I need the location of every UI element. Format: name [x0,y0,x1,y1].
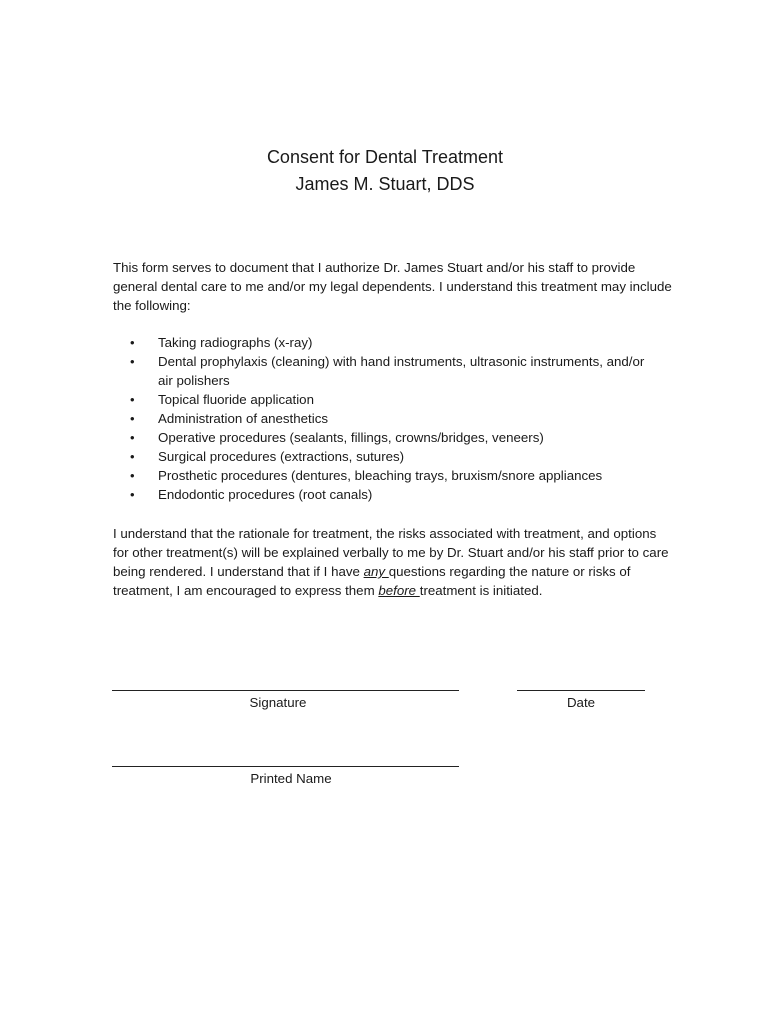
rationale-paragraph [113,524,673,600]
bullet-icon: • [130,335,135,350]
bullet-icon: • [130,392,135,407]
bullet-icon: • [130,354,135,369]
treatment-list [130,333,650,504]
bullet-icon: • [130,411,135,426]
treatment-item: Operative procedures (sealants, fillings, crowns/bridges, veneers) [158,430,544,445]
list-item [130,428,650,447]
list-item [130,485,650,504]
emphasis-before: before [378,583,420,598]
bullet-icon: • [130,468,135,483]
emphasis-any: any [363,564,389,579]
treatment-item: Taking radiographs (x-ray) [158,335,313,350]
rationale-text: questions regarding the nature or risks of treatment, I am encouraged to express them [113,564,631,598]
bullet-icon: • [130,430,135,445]
treatment-item: Topical fluoride application [158,392,314,407]
list-item [130,352,650,390]
list-item [130,409,650,428]
list-item [130,333,650,352]
treatment-item: Administration of anesthetics [158,411,328,426]
printed-name-line[interactable] [112,766,459,767]
signature-label: Signature [249,695,307,710]
bullet-icon: • [130,449,135,464]
list-item [130,447,650,466]
date-line[interactable] [517,690,645,691]
treatment-item: Endodontic procedures (root canals) [158,487,373,502]
treatment-item: Prosthetic procedures (dentures, bleaching trays, bruxism/snore appliances [158,468,603,483]
intro-paragraph: This form serves to document that I authorize Dr. James Stuart and/or his staff to provide general dental care to me and/or my legal dependents. I understand this treatment may include the following: [113,260,672,313]
treatment-item: Dental prophylaxis (cleaning) with hand instruments, ultrasonic instruments, and/or air polishers [158,354,645,388]
practitioner-name: James M. Stuart, DDS [295,174,475,194]
bullet-icon: • [130,487,135,502]
rationale-text: I understand that the rationale for treatment, the risks associated with treatment, and options for other treatment(s) will be explained verbally to me by Dr. Stuart and/or his staff prior to care being rendered. I understand that if I have [113,526,669,579]
list-item [130,390,650,409]
form-title: Consent for Dental Treatment [266,147,504,167]
signature-line[interactable] [112,690,459,691]
date-label: Date [566,695,596,710]
printed-name-label: Printed Name [250,771,332,786]
form-header [0,144,770,198]
list-item [130,466,650,485]
treatment-item: Surgical procedures (extractions, sutures) [158,449,405,464]
rationale-text: treatment is initiated. [419,583,543,598]
